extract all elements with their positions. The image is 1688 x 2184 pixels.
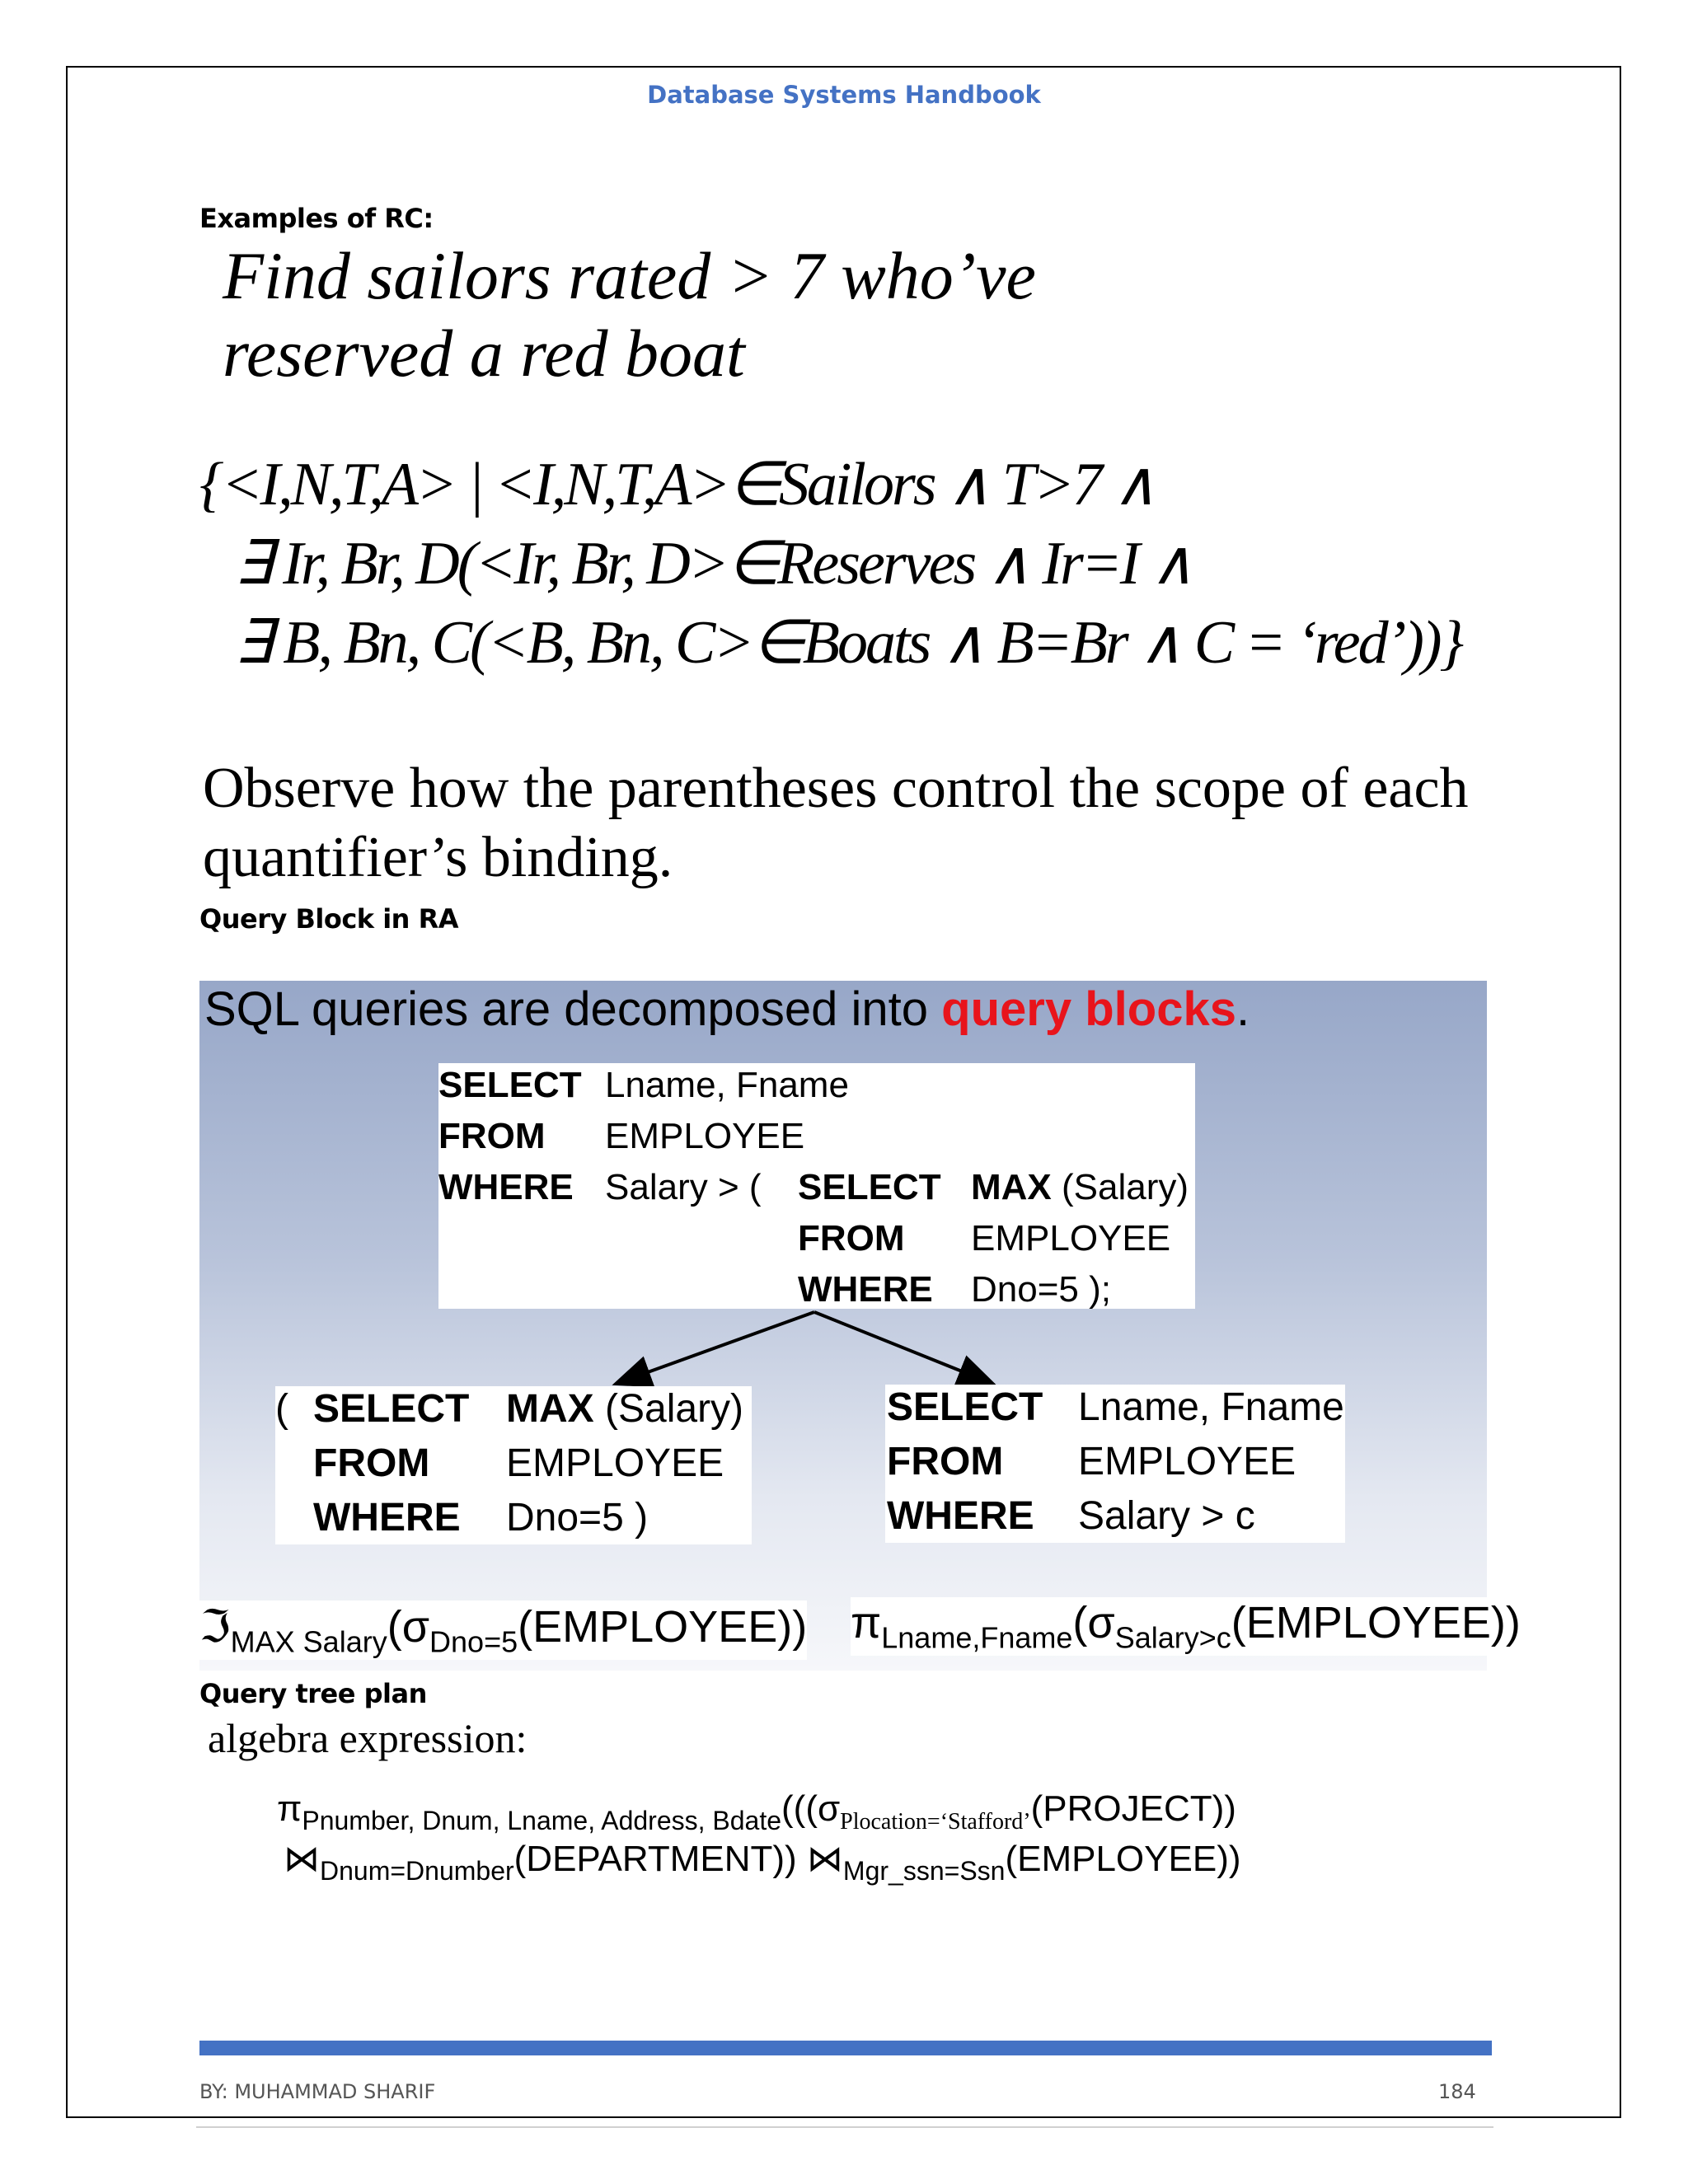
rc-formula-line-3: ∃ B, Bn, C(<B, Bn, C>∈Boats ∧ B=Br ∧ C = ‘red’))} bbox=[234, 609, 1462, 677]
main-from-keyword: FROM bbox=[438, 1116, 546, 1156]
footer-accent-bar bbox=[199, 2041, 1492, 2055]
footer-author: BY: MUHAMMAD SHARIF bbox=[199, 2080, 436, 2103]
sub-from-table: EMPLOYEE bbox=[971, 1218, 1171, 1258]
ra-select-subscript: Dno=5 bbox=[429, 1624, 518, 1659]
algebra-join-symbol-2: ⋈ bbox=[806, 1839, 843, 1879]
ra-select-open-outer: (σ bbox=[1072, 1598, 1115, 1647]
outer-from-keyword: FROM bbox=[887, 1440, 1004, 1483]
sub-where-condition: Dno=5 ); bbox=[971, 1269, 1111, 1310]
inner-open-paren: ( bbox=[275, 1387, 288, 1431]
ra-aggregate-subscript: MAX Salary bbox=[230, 1624, 387, 1659]
main-where-keyword: WHERE bbox=[438, 1167, 574, 1207]
arrow-to-outer-block bbox=[814, 1312, 991, 1383]
observe-text: Observe how the parentheses control the scope of each quantifier’s binding. bbox=[203, 757, 1469, 889]
rc-title-line-1: Find sailors rated > 7 who’ve bbox=[223, 238, 1036, 313]
ra-expression-inner bbox=[199, 1601, 807, 1660]
slide-title-prefix: SQL queries are decomposed into bbox=[204, 982, 942, 1036]
arrow-to-inner-block bbox=[618, 1312, 814, 1383]
rc-formula bbox=[199, 445, 1461, 682]
inner-where-condition: Dno=5 ) bbox=[506, 1496, 649, 1540]
page-header-title: Database Systems Handbook bbox=[647, 81, 1041, 109]
ra-project-symbol: π bbox=[851, 1598, 882, 1647]
inner-select-keyword: SELECT bbox=[313, 1387, 470, 1431]
slide-title-suffix: . bbox=[1236, 982, 1250, 1036]
inner-from-table: EMPLOYEE bbox=[506, 1441, 724, 1485]
ra-project-subscript: Lname,Fname bbox=[881, 1620, 1073, 1655]
ra-select-subscript-outer: Salary>c bbox=[1114, 1620, 1231, 1655]
sub-select-max: MAX bbox=[971, 1167, 1052, 1207]
inner-query-block bbox=[275, 1386, 752, 1544]
outer-from-table: EMPLOYEE bbox=[1078, 1440, 1296, 1483]
section-label-query-block: Query Block in RA bbox=[199, 903, 458, 935]
inner-select-max: MAX bbox=[506, 1387, 594, 1431]
algebra-line-1 bbox=[277, 1788, 1236, 1836]
sub-where-keyword: WHERE bbox=[798, 1269, 933, 1310]
main-select-keyword: SELECT bbox=[438, 1065, 582, 1105]
algebra-join-table-2: (EMPLOYEE)) bbox=[1005, 1839, 1241, 1879]
outer-select-columns: Lname, Fname bbox=[1078, 1385, 1344, 1429]
ra-expression-outer bbox=[851, 1597, 1521, 1656]
algebra-line-2 bbox=[284, 1838, 1241, 1886]
algebra-select-open: (((σ bbox=[781, 1788, 841, 1829]
ra-select-open: (σ bbox=[387, 1602, 430, 1652]
slide-title-highlight: query blocks bbox=[941, 982, 1236, 1036]
rc-example-title bbox=[223, 237, 1036, 392]
algebra-join-condition-1: Dnum=Dnumber bbox=[320, 1856, 514, 1886]
algebra-expression-label: algebra expression: bbox=[208, 1715, 528, 1761]
inner-from-keyword: FROM bbox=[313, 1441, 430, 1485]
outer-query-block bbox=[885, 1385, 1345, 1543]
outer-select-keyword: SELECT bbox=[887, 1385, 1043, 1429]
footer-divider bbox=[196, 2126, 1493, 2128]
inner-select-column: (Salary) bbox=[605, 1387, 744, 1431]
inner-where-keyword: WHERE bbox=[313, 1496, 461, 1540]
query-block-slide bbox=[199, 981, 1521, 1671]
algebra-join-symbol-1: ⋈ bbox=[284, 1839, 320, 1879]
rc-formula-line-1: {<I,N,T,A> | <I,N,T,A>∈Sailors ∧ T>7 ∧ bbox=[199, 451, 1156, 518]
algebra-project-symbol: π bbox=[277, 1788, 302, 1829]
algebra-project-table: (PROJECT)) bbox=[1030, 1788, 1236, 1829]
ra-inner-body: (EMPLOYEE)) bbox=[518, 1602, 808, 1652]
main-where-condition: Salary > ( bbox=[605, 1167, 762, 1207]
algebra-project-attrs: Pnumber, Dnum, Lname, Address, Bdate bbox=[302, 1806, 782, 1836]
algebra-select-condition: Plocation=‘Stafford’ bbox=[840, 1808, 1031, 1835]
rc-title-line-2: reserved a red boat bbox=[223, 316, 745, 391]
sub-select-column: (Salary) bbox=[1062, 1167, 1189, 1207]
ra-outer-body: (EMPLOYEE)) bbox=[1231, 1598, 1521, 1647]
outer-where-keyword: WHERE bbox=[887, 1494, 1034, 1538]
sub-select-keyword: SELECT bbox=[798, 1167, 941, 1207]
algebra-join-condition-2: Mgr_ssn=Ssn bbox=[842, 1856, 1006, 1886]
footer-page-number: 184 bbox=[1438, 2080, 1476, 2103]
ra-aggregate-symbol: ℑ bbox=[199, 1602, 231, 1652]
main-select-columns: Lname, Fname bbox=[605, 1065, 849, 1105]
section-label-query-tree: Query tree plan bbox=[199, 1678, 427, 1709]
main-from-table: EMPLOYEE bbox=[605, 1116, 805, 1156]
decomposition-arrows bbox=[199, 981, 1487, 1671]
section-label-rc: Examples of RC: bbox=[199, 203, 434, 234]
sub-from-keyword: FROM bbox=[798, 1218, 905, 1258]
outer-where-condition: Salary > c bbox=[1078, 1494, 1255, 1538]
algebra-join-table-1: (DEPARTMENT)) bbox=[513, 1839, 797, 1879]
rc-formula-line-2: ∃ Ir, Br, D(<Ir, Br, D>∈Reserves ∧ Ir=I ∧ bbox=[234, 530, 1193, 598]
